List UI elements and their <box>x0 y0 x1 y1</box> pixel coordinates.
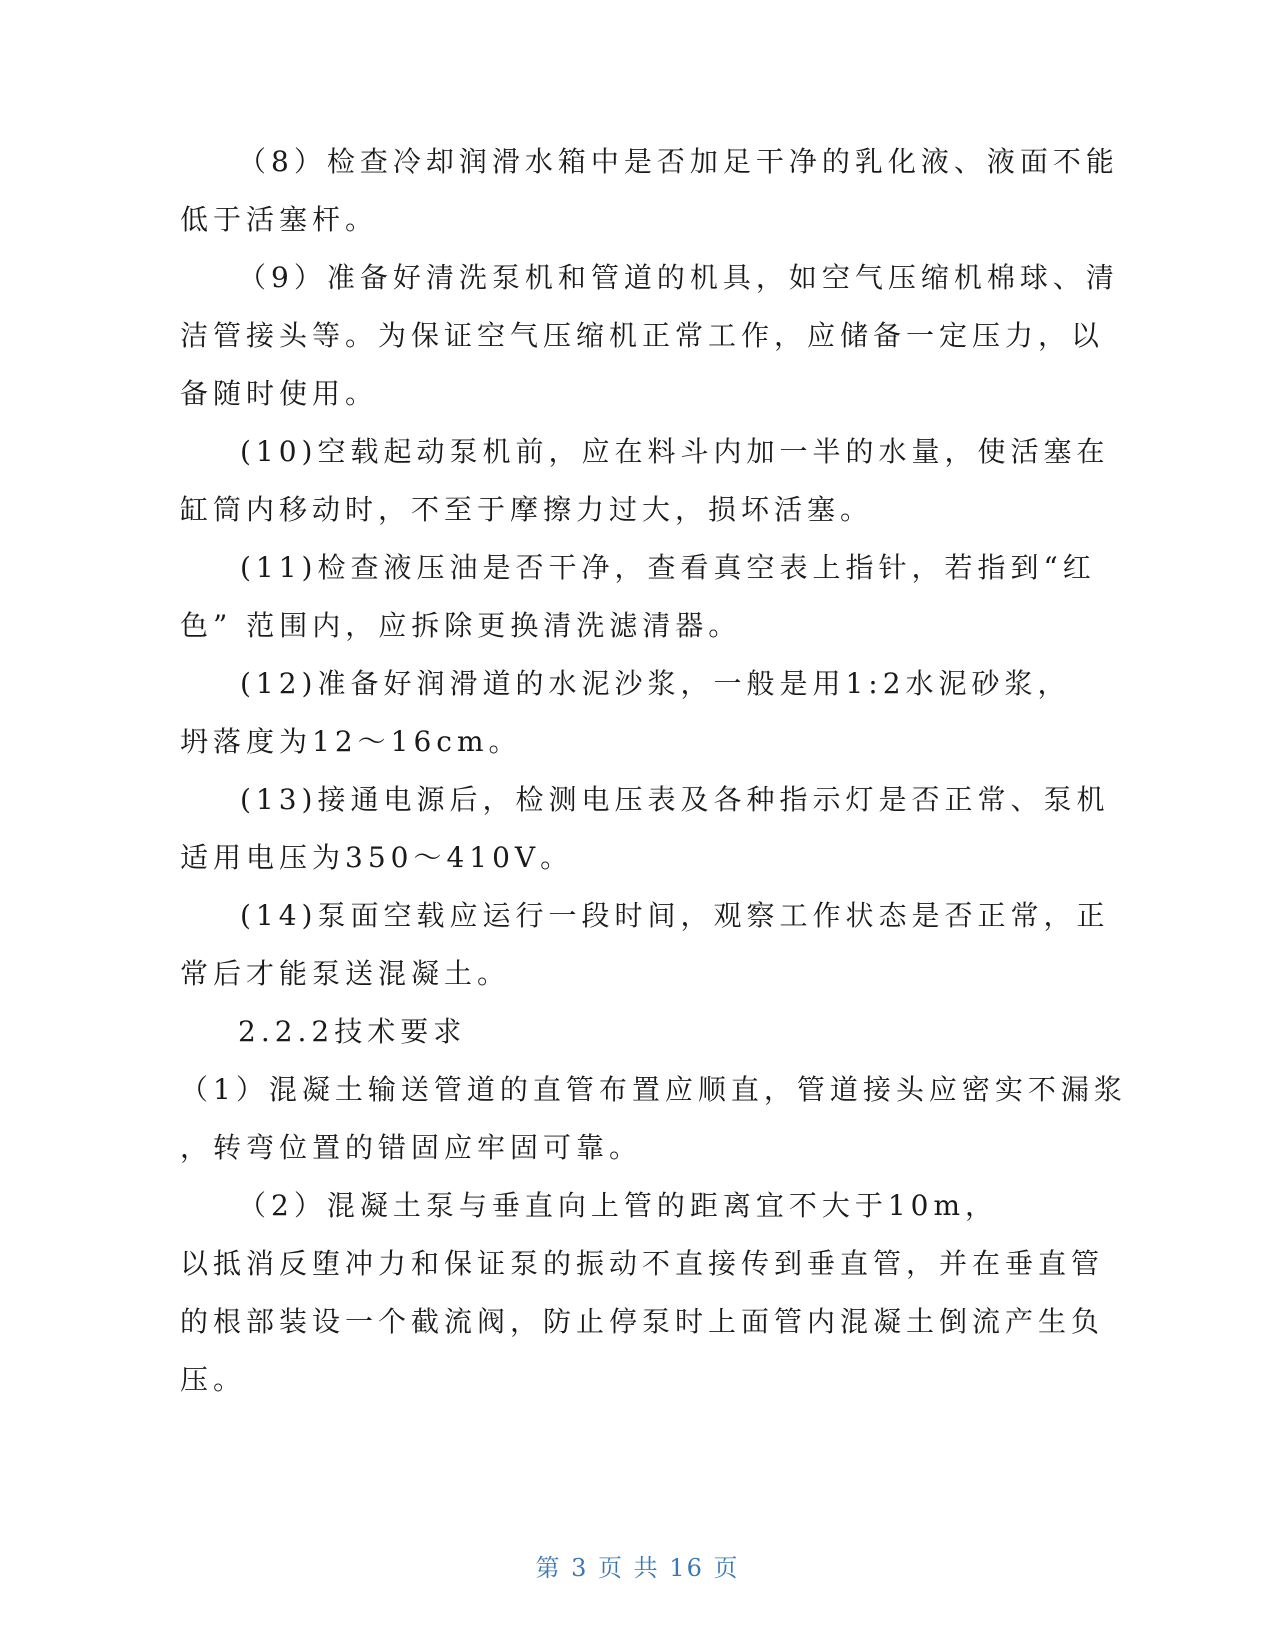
paragraph-line: 压。 <box>180 1363 247 1396</box>
paragraph-line: 的根部装设一个截流阀，防止停泵时上面管内混凝土倒流产生负 <box>180 1305 1105 1338</box>
paragraph-line: 洁管接头等。为保证空气压缩机正常工作，应储备一定压力，以 <box>180 319 1105 352</box>
paragraph-line: 以抵消反堕冲力和保证泵的振动不直接传到垂直管，并在垂直管 <box>180 1247 1105 1280</box>
paragraph-line: 适用电压为350～410V。 <box>180 841 574 874</box>
paragraph-line: (11)检查液压油是否干净，查看真空表上指针，若指到“红 <box>240 551 1096 584</box>
paragraph-line: (14)泵面空载应运行一段时间，观察工作状态是否正常，正 <box>240 899 1110 932</box>
paragraph-line: 备随时使用。 <box>180 377 379 410</box>
paragraph-line: (12)准备好润滑道的水泥沙浆，一般是用1:2水泥砂浆， <box>240 667 1071 700</box>
paragraph-line: （2）混凝土泵与垂直向上管的距离宜不大于10m， <box>238 1189 998 1222</box>
paragraph-line: （8）检查冷却润滑水箱中是否加足干净的乳化液、液面不能 <box>238 145 1119 178</box>
paragraph-line: 坍落度为12～16cm。 <box>180 725 522 758</box>
page-number-footer: 第 3 页 共 16 页 <box>535 1554 740 1582</box>
paragraph-line: (10)空载起动泵机前，应在料斗内加一半的水量，使活塞在 <box>240 435 1110 468</box>
paragraph-line: 常后才能泵送混凝土。 <box>180 957 511 990</box>
paragraph-line: 缸筒内移动时，不至于摩擦力过大，损坏活塞。 <box>180 493 874 526</box>
paragraph-line: (13)接通电源后，检测电压表及各种指示灯是否正常、泵机 <box>240 783 1110 816</box>
paragraph-line: 低于活塞杆。 <box>180 203 379 236</box>
paragraph-line: （9）准备好清洗泵机和管道的机具，如空气压缩机棉球、清 <box>238 261 1119 294</box>
paragraph-line: （1）混凝土输送管道的直管布置应顺直，管道接头应密实不漏浆 <box>180 1073 1127 1106</box>
paragraph-line: ，转弯位置的错固应牢固可靠。 <box>180 1131 643 1164</box>
section-heading: 2.2.2技术要求 <box>238 1015 467 1048</box>
paragraph-line: 色” 范围内，应拆除更换清洗滤清器。 <box>180 609 742 642</box>
